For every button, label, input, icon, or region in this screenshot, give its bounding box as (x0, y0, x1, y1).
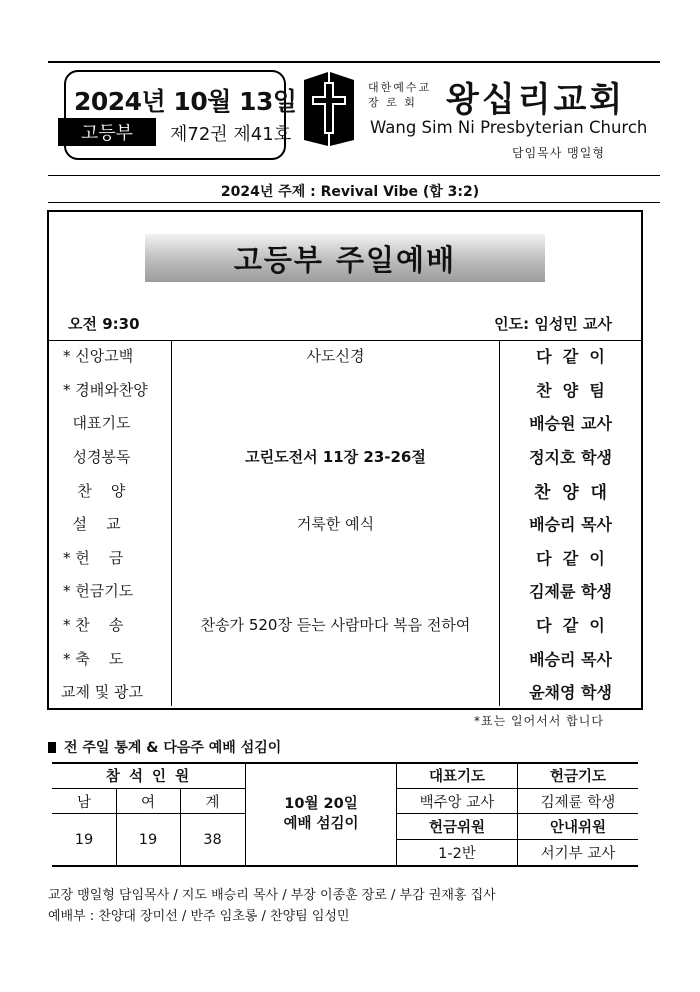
order-item-content (171, 541, 500, 575)
order-row (49, 473, 641, 507)
order-item-person: 윤채영 학생 (529, 683, 612, 703)
order-item-label: * 신앙고백 (63, 347, 134, 366)
role-name: 백주앙 교사 (419, 794, 495, 811)
bulletin-date: 2024년 10월 13일 (74, 87, 297, 116)
order-item-content (171, 406, 500, 440)
church-name-english: Wang Sim Ni Presbyterian Church (370, 118, 648, 137)
role-title: 대표기도 (428, 769, 486, 785)
role-name: 김제륜 학생 (540, 794, 616, 811)
stats-section-title-text: 전 주일 통계 & 다음주 예배 섬김이 (64, 740, 282, 756)
order-item-label: 대표기도 (63, 414, 131, 433)
next-week-label: 예배 섬김이 (283, 816, 359, 832)
role-name: 서기부 교사 (540, 846, 616, 862)
role-title: 헌금위원 (428, 820, 486, 836)
order-row (49, 608, 641, 642)
worship-team-credits: 예배부 : 찬양대 장미선 / 반주 임초롱 / 찬양팀 임성민 (48, 909, 350, 924)
order-item-person: 배승리 목사 (529, 649, 612, 669)
order-item-content (171, 641, 500, 675)
order-item-content: 거룩한 예식 (296, 515, 375, 534)
order-item-label: * 헌금기도 (63, 582, 134, 601)
next-week-servers (246, 763, 396, 865)
attendance-col-male: 남 (76, 794, 91, 811)
order-row (49, 339, 641, 373)
denomination-line-1: 대한예수교 (368, 81, 432, 94)
church-name-korean: 왕십리교회 (446, 80, 626, 120)
order-item-person: 찬 양 팀 (536, 380, 605, 400)
header-top-rule (48, 61, 660, 63)
order-item-person: 다 같 이 (536, 616, 605, 636)
stats-section-title (48, 737, 281, 757)
order-item-label: * 축 도 (63, 649, 124, 668)
order-item-label: * 경배와찬양 (63, 380, 148, 399)
stats-rule (52, 865, 638, 867)
order-item-content (171, 574, 500, 608)
order-item-content: 고린도전서 11장 23-26절 (245, 448, 426, 467)
order-item-content: 찬송가 520장 듣는 사람마다 복음 전하여 (200, 616, 471, 635)
order-item-content (171, 373, 500, 407)
order-item-content (171, 675, 500, 709)
bullet-square-icon (48, 742, 56, 753)
order-item-person: 배승리 목사 (529, 515, 612, 535)
order-row (49, 373, 641, 407)
role-name: 1-2반 (438, 846, 476, 862)
department-badge: 고등부 (58, 118, 156, 146)
order-item-label: 설 교 (63, 515, 121, 534)
denomination-line-2: 장 로 회 (368, 96, 417, 109)
role-title: 헌금기도 (549, 769, 607, 785)
order-item-label: 성경봉독 (63, 448, 131, 467)
attendance-col-total: 계 (205, 794, 220, 811)
attendance-total-value: 38 (203, 831, 222, 848)
senior-pastor: 담임목사 맹일형 (512, 146, 605, 160)
attendance-male-value: 19 (74, 831, 94, 848)
order-item-label: * 찬 송 (63, 616, 124, 635)
order-row (49, 406, 641, 440)
order-item-person: 다 같 이 (536, 347, 605, 367)
service-time: 오전 9:30 (68, 315, 140, 333)
order-item-person: 배승원 교사 (529, 414, 612, 434)
service-leader: 인도: 임성민 교사 (494, 315, 612, 333)
order-item-person: 김제륜 학생 (529, 582, 612, 602)
service-title: 고등부 주일예배 (145, 234, 545, 282)
order-item-person: 정지호 학생 (529, 448, 612, 468)
denomination (368, 80, 438, 110)
yearly-theme: 2024년 주제 : Revival Vibe (합 3:2) (220, 184, 480, 200)
standing-note: *표는 일어서서 합니다 (474, 714, 604, 728)
cross-bible-logo-icon (302, 70, 356, 148)
order-row (49, 574, 641, 608)
order-item-content: 사도신경 (306, 347, 365, 366)
theme-top-rule (48, 175, 660, 176)
attendance-female-value: 19 (138, 831, 158, 848)
role-title: 안내위원 (549, 820, 607, 836)
order-item-label: 교제 및 광고 (61, 683, 143, 702)
order-item-label: * 헌 금 (63, 548, 124, 567)
next-week-date: 10월 20일 (284, 796, 358, 812)
order-row (49, 675, 641, 709)
order-item-person: 찬 양 대 (534, 482, 607, 503)
attendance-col-female: 여 (140, 794, 155, 811)
order-row (49, 440, 641, 474)
staff-credits: 교장 맹일형 담임목사 / 지도 배승리 목사 / 부장 이종훈 장로 / 부감 권재홍 집사 (48, 888, 496, 903)
order-row (49, 541, 641, 575)
theme-bottom-rule (48, 202, 660, 203)
order-item-person: 다 같 이 (536, 548, 605, 568)
attendance-header: 참 석 인 원 (105, 769, 192, 785)
order-row (49, 507, 641, 541)
order-row (49, 641, 641, 675)
order-item-content (171, 473, 500, 507)
issue-number: 제72권 제41호 (170, 124, 292, 145)
order-item-label: 찬 양 (63, 481, 126, 500)
